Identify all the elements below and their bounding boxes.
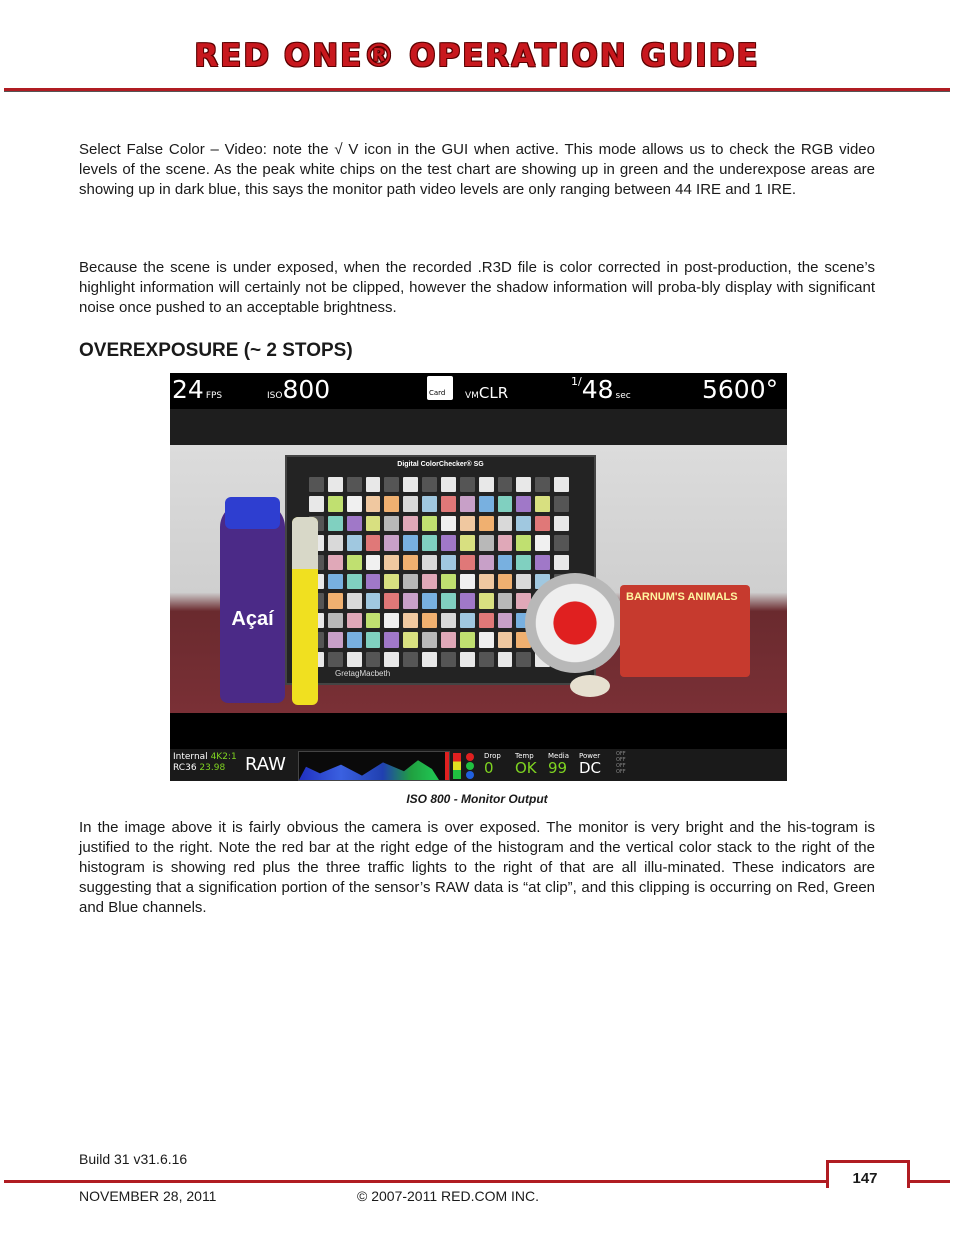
- hud-top-bar: [170, 373, 787, 445]
- color-chip: [479, 496, 494, 511]
- footer-date: NOVEMBER 28, 2011: [79, 1188, 217, 1204]
- hud-bottom-bar: [170, 749, 787, 781]
- color-chip: [479, 613, 494, 628]
- color-chip: [498, 516, 513, 531]
- build-version: Build 31 v31.6.16: [79, 1151, 188, 1167]
- color-chip: [403, 632, 418, 647]
- chart-brand-label: GretagMacbeth: [335, 669, 391, 678]
- color-chip: [403, 516, 418, 531]
- power-label: Power: [579, 752, 601, 760]
- color-chip: [498, 555, 513, 570]
- histogram-fill: [299, 758, 439, 780]
- color-chip: [535, 555, 550, 570]
- color-chip: [479, 555, 494, 570]
- color-chip: [366, 516, 381, 531]
- color-chip: [516, 477, 531, 492]
- media-label: Internal: [173, 752, 208, 762]
- footer-rule: [4, 1180, 826, 1183]
- color-chip: [460, 613, 475, 628]
- color-chip: [403, 496, 418, 511]
- color-chip: [403, 574, 418, 589]
- color-chip: [422, 535, 437, 550]
- color-chip: [460, 632, 475, 647]
- color-chip: [328, 574, 343, 589]
- color-chip: [441, 652, 456, 667]
- color-chip: [441, 496, 456, 511]
- chart-title: Digital ColorChecker® SG: [397, 461, 484, 468]
- color-chip: [479, 652, 494, 667]
- color-chip: [441, 632, 456, 647]
- temp-indicator: [515, 752, 543, 778]
- color-chip: [384, 535, 399, 550]
- color-chip: [366, 574, 381, 589]
- color-chip: [498, 535, 513, 550]
- color-chip: [479, 477, 494, 492]
- color-chip: [422, 555, 437, 570]
- color-chip: [479, 593, 494, 608]
- bottle-label: Açaí: [231, 608, 274, 630]
- color-chip: [498, 574, 513, 589]
- color-chip: [347, 652, 362, 667]
- traffic-light-green: [466, 762, 474, 770]
- color-chip: [554, 555, 569, 570]
- color-chip: [516, 555, 531, 570]
- color-chip: [498, 652, 513, 667]
- color-chip: [328, 555, 343, 570]
- scene-photo: [170, 445, 787, 713]
- color-chip: [328, 477, 343, 492]
- color-chip: [422, 496, 437, 511]
- color-chip: [328, 632, 343, 647]
- color-chip: [422, 574, 437, 589]
- color-chip: [403, 535, 418, 550]
- paragraph-under-exposed: Because the scene is under exposed, when the recorded .R3D file is color corrected in post-production, the scene’s highlight information will certainly not be clipped, however the shadow information will proba-bly display with significant noise once pushed to an acceptable brightness.: [79, 259, 875, 316]
- media-pct-label: Media: [548, 752, 570, 760]
- color-chip: [441, 555, 456, 570]
- fps-readout: [172, 375, 222, 404]
- tube-cap: [292, 517, 318, 569]
- paragraph-overexposure: In the image above it is fairly obvious the camera is over exposed. The monitor is very bright and the his-togram is justified to the right. Note the red bar at the right edge of the histogram and the vertical color stack to the right of the histogram is showing red plus the three traffic lights to the right of that are all illu-minated. These indicators are suggesting that a signification portion of the sensor’s RAW data is “at clip”, and this clipping is occurring on Red, Green and Blue channels.: [79, 819, 875, 916]
- traffic-light-blue: [466, 771, 474, 779]
- color-chip: [441, 593, 456, 608]
- color-chip: [366, 632, 381, 647]
- media-indicator: [548, 752, 576, 778]
- color-chip: [422, 477, 437, 492]
- vm-value: CLR: [478, 384, 509, 402]
- temp-value: OK: [515, 759, 537, 777]
- color-chip: [403, 652, 418, 667]
- color-chip: [460, 516, 475, 531]
- drop-indicator: [484, 752, 512, 778]
- color-chip: [498, 632, 513, 647]
- status-item: OFF: [616, 763, 626, 769]
- timebase-value: 23.98: [199, 763, 226, 773]
- drop-label: Drop: [484, 752, 501, 760]
- figure-caption: ISO 800 - Monitor Output: [406, 792, 548, 806]
- guide-title: RED ONE® OPERATION GUIDE: [194, 38, 760, 74]
- shutter-readout: [571, 375, 631, 404]
- color-chip: [309, 477, 324, 492]
- color-chip: [422, 516, 437, 531]
- color-chip: [441, 574, 456, 589]
- color-chip: [516, 496, 531, 511]
- color-chip: [516, 516, 531, 531]
- color-chip: [441, 516, 456, 531]
- color-chip: [328, 593, 343, 608]
- sd-card-icon: [427, 376, 453, 400]
- color-chip: [347, 516, 362, 531]
- vm-readout: [463, 383, 508, 402]
- color-chip: [479, 632, 494, 647]
- color-chip: [441, 613, 456, 628]
- histogram: [298, 751, 450, 781]
- color-chip: [460, 652, 475, 667]
- media-info: [173, 752, 237, 774]
- power-value: DC: [579, 759, 602, 777]
- power-indicator: [579, 752, 607, 778]
- color-chip: [366, 593, 381, 608]
- acai-bottle: [220, 503, 285, 703]
- color-temp-readout: [702, 375, 778, 404]
- format-value: RAW: [245, 754, 286, 775]
- page-number: 147: [852, 1170, 878, 1187]
- color-chip: [366, 555, 381, 570]
- animal-crackers-box: [620, 585, 750, 677]
- color-chip: [498, 613, 513, 628]
- fps-unit: FPS: [205, 391, 223, 401]
- color-chip: [347, 593, 362, 608]
- color-chip: [460, 496, 475, 511]
- tealight-candle: [570, 675, 610, 697]
- color-chip: [460, 477, 475, 492]
- traffic-light-red: [466, 753, 474, 761]
- color-chip: [384, 652, 399, 667]
- color-chip: [460, 535, 475, 550]
- color-chip: [554, 477, 569, 492]
- color-chip: [403, 593, 418, 608]
- color-stack-indicator: [453, 753, 461, 779]
- color-chip: [328, 496, 343, 511]
- color-chip: [384, 632, 399, 647]
- color-chip: [347, 477, 362, 492]
- color-chip: [535, 516, 550, 531]
- color-chip: [460, 593, 475, 608]
- shutter-value: 48: [581, 375, 614, 404]
- color-chip: [535, 477, 550, 492]
- color-chip: [347, 535, 362, 550]
- color-chip: [403, 555, 418, 570]
- monitor-output-image: [170, 373, 787, 781]
- shutter-unit: sec: [615, 391, 631, 401]
- lut-value: RC36: [173, 763, 197, 773]
- color-chip: [347, 632, 362, 647]
- color-chip: [479, 535, 494, 550]
- section-heading: OVEREXPOSURE (~ 2 STOPS): [79, 340, 353, 361]
- shutter-prefix: 1/: [571, 375, 582, 388]
- resolution-value: 4K2:1: [210, 752, 237, 762]
- color-chip: [422, 652, 437, 667]
- paragraph-false-color: Select False Color – Video: note the √ V icon in the GUI when active. This mode allows us to check the RGB video levels of the scene. As the peak white chips on the test chart are showing up in green and the underexpose areas are showing up in dark blue, this says the monitor path video levels are only ranging between 44 IRE and 1 IRE.: [79, 141, 875, 198]
- color-chip: [479, 516, 494, 531]
- color-chip: [328, 613, 343, 628]
- color-chip: [384, 496, 399, 511]
- color-chip: [384, 555, 399, 570]
- hud-top-lower-band: [170, 409, 787, 445]
- color-chip: [516, 652, 531, 667]
- media-pct-value: 99: [548, 759, 568, 777]
- color-chip: [441, 477, 456, 492]
- traffic-lights: [466, 753, 474, 779]
- footer-copyright: © 2007-2011 RED.COM INC.: [357, 1188, 540, 1204]
- color-chip: [347, 613, 362, 628]
- color-chip: [347, 574, 362, 589]
- color-chip: [479, 574, 494, 589]
- color-chip: [498, 496, 513, 511]
- box-label: BARNUM'S ANIMALS: [626, 591, 738, 603]
- color-chip: [366, 613, 381, 628]
- histogram-clip-bar: [445, 752, 449, 780]
- footer-rule-right: [905, 1180, 950, 1183]
- color-chip: [384, 574, 399, 589]
- color-chip: [460, 574, 475, 589]
- color-chip: [347, 496, 362, 511]
- color-chip: [384, 593, 399, 608]
- color-chip: [460, 555, 475, 570]
- color-chip: [347, 555, 362, 570]
- color-chip: [328, 516, 343, 531]
- temp-label: Temp: [515, 752, 534, 760]
- yellow-tube: [292, 517, 318, 705]
- color-chip: [403, 613, 418, 628]
- bottle-cap: [225, 497, 280, 529]
- color-chip: [328, 535, 343, 550]
- color-chip: [403, 477, 418, 492]
- color-chip: [366, 652, 381, 667]
- color-chip: [535, 496, 550, 511]
- status-item: OFF: [616, 757, 626, 763]
- fps-value: 24: [172, 375, 204, 404]
- color-chip: [535, 535, 550, 550]
- drop-value: 0: [484, 759, 494, 777]
- color-chip: [366, 477, 381, 492]
- color-chip: [554, 535, 569, 550]
- color-chip: [422, 632, 437, 647]
- color-chip: [328, 652, 343, 667]
- card-label: Card: [429, 389, 446, 397]
- color-chip: [516, 535, 531, 550]
- color-chip: [441, 535, 456, 550]
- iso-label: ISO: [267, 391, 283, 401]
- red-one-gear-logo: [525, 573, 625, 673]
- color-chip: [516, 574, 531, 589]
- color-chip: [498, 593, 513, 608]
- color-chip: [554, 496, 569, 511]
- color-chip: [366, 496, 381, 511]
- header-rule: [4, 88, 950, 92]
- color-chip: [384, 477, 399, 492]
- color-chip: [309, 496, 324, 511]
- color-chip: [384, 516, 399, 531]
- color-chip: [554, 516, 569, 531]
- color-chip: [384, 613, 399, 628]
- color-chip: [422, 593, 437, 608]
- status-item: OFF: [616, 751, 626, 757]
- iso-readout: [265, 375, 330, 404]
- iso-value: 800: [282, 375, 331, 404]
- color-chip: [366, 535, 381, 550]
- color-chip: [422, 613, 437, 628]
- color-chip: [498, 477, 513, 492]
- vm-label: VM: [465, 391, 479, 401]
- status-item: OFF: [616, 769, 626, 775]
- status-list: [616, 751, 626, 775]
- color-temp-value: 5600°: [702, 375, 779, 404]
